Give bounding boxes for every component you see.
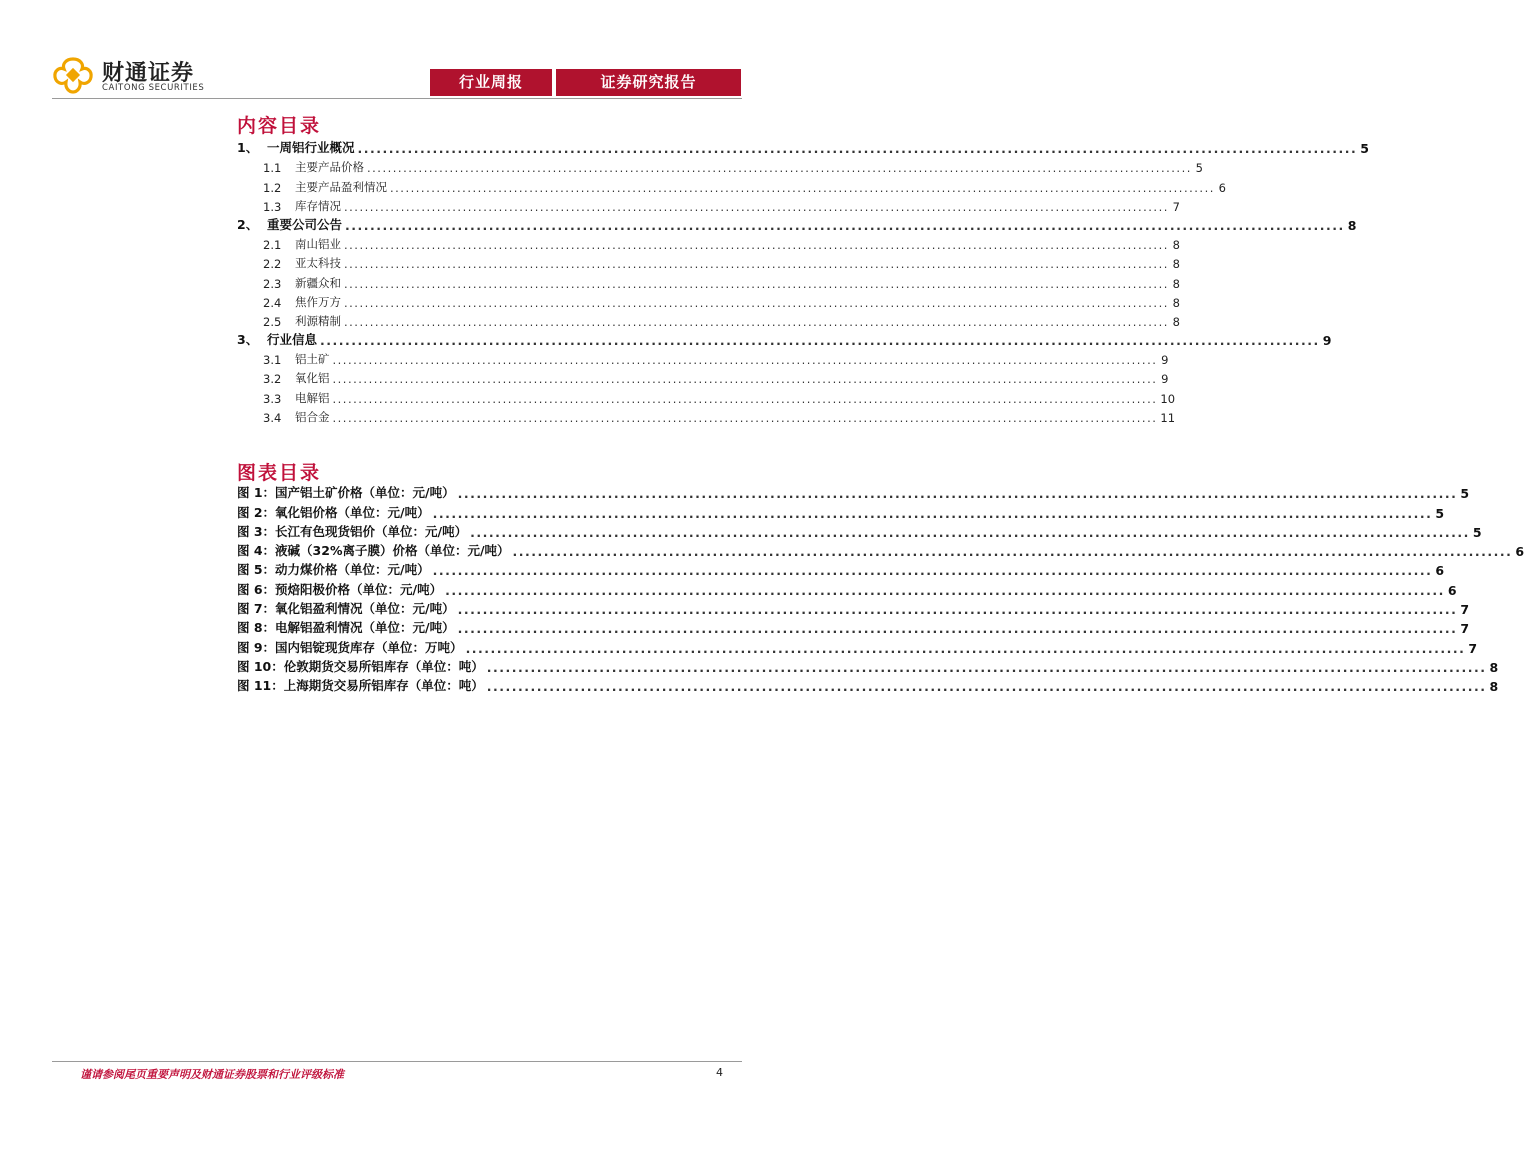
toc-entry-title: 亚太科技 [295,256,341,271]
toc-leader-dots: ................................................................................................................................................................ [344,199,1169,214]
contents-list [237,137,1369,425]
footer-divider [52,1061,742,1062]
toc-entry[interactable] [237,195,1180,214]
toc-entry-page: 9 [1322,333,1332,349]
toc-leader-dots: ................................................................................................................................................................ [320,333,1320,349]
toc-entry-page: 8 [1172,238,1180,253]
toc-entry-page: 6 [1218,180,1226,195]
toc-entry-title: 行业信息 [267,332,318,348]
figures-list [237,482,1524,695]
toc-entry[interactable] [237,291,1180,310]
figure-entry[interactable] [237,501,1445,521]
figure-entry-page: 7 [1460,621,1470,637]
toc-entry-number: 3.1 [263,353,282,368]
toc-entry-number: 2.2 [263,257,282,272]
toc-entry-page: 8 [1172,276,1180,291]
toc-entry-title: 库存情况 [295,198,341,213]
toc-entry-page: 10 [1160,391,1176,406]
toc-entry[interactable] [237,348,1169,368]
toc-entry-number: 1.2 [263,180,282,195]
figure-entry-title: 图 6：预焙阳极价格（单位：元/吨） [237,581,443,597]
figure-entry[interactable] [237,598,1470,618]
figure-entry-page: 5 [1460,486,1470,502]
figure-leader-dots: ................................................................................................................................................................ [432,505,1433,521]
toc-entry-page: 5 [1195,161,1203,176]
toc-entry-number: 3、 [237,332,259,348]
toc-entry-page: 8 [1172,257,1180,272]
figure-entry-title: 图 11：上海期货交易所铝库存（单位：吨） [237,678,484,694]
page-number: 4 [716,1066,723,1079]
figure-entry[interactable] [237,521,1482,540]
toc-entry-page: 11 [1160,410,1176,425]
toc-entry[interactable] [237,156,1203,176]
toc-entry-page: 8 [1172,295,1180,310]
toc-entry-page: 8 [1172,314,1180,329]
toc-entry-number: 2.3 [263,276,282,291]
toc-entry-title: 氧化铝 [295,371,330,386]
figure-entry-title: 图 1：国产铝土矿价格（单位：元/吨） [237,485,455,501]
toc-entry-number: 2.4 [263,295,282,310]
figure-entry-page: 8 [1489,659,1499,675]
figure-entry-page: 7 [1468,640,1478,656]
toc-entry[interactable] [237,271,1180,291]
figure-entry[interactable] [237,656,1499,675]
figure-leader-dots: ................................................................................................................................................................ [512,544,1513,560]
toc-entry-number: 2.5 [263,314,282,329]
toc-leader-dots: ................................................................................................................................................................ [344,238,1169,253]
figure-entry[interactable] [237,482,1470,502]
figure-entry[interactable] [237,540,1524,560]
figure-entry-title: 图 10：伦敦期货交易所铝库存（单位：吨） [237,658,484,674]
figure-leader-dots: ................................................................................................................................................................ [486,659,1487,675]
figure-entry[interactable] [237,636,1478,656]
figure-entry-page: 6 [1435,563,1445,579]
toc-entry-title: 焦作万方 [295,294,341,309]
figure-entry-page: 5 [1435,505,1445,521]
logo-english-name: CAITONG SECURITIES [102,83,205,93]
toc-entry-title: 利源精制 [295,313,341,328]
toc-leader-dots: ................................................................................................................................................................ [332,410,1158,425]
contents-title: 内容目录 [237,115,322,137]
figure-entry[interactable] [237,578,1457,598]
toc-entry[interactable] [237,310,1180,329]
figure-leader-dots: ................................................................................................................................................................ [470,524,1470,540]
toc-entry-page: 9 [1161,372,1169,387]
weekly-report-tag: 行业周报 [430,69,552,96]
toc-entry-title: 主要产品盈利情况 [295,179,387,194]
figure-entry-title: 图 7：氧化铝盈利情况（单位：元/吨） [237,601,455,617]
toc-entry-title: 铝合金 [295,409,330,424]
toc-leader-dots: ................................................................................................................................................................ [345,217,1345,233]
toc-entry[interactable] [237,252,1180,272]
figure-leader-dots: ................................................................................................................................................................ [457,602,1458,618]
company-logo [52,56,212,96]
figure-entry-page: 8 [1489,679,1499,695]
figure-entry-title: 图 8：电解铝盈利情况（单位：元/吨） [237,620,455,636]
toc-entry-number: 2.1 [263,238,282,253]
research-report-tag: 证券研究报告 [556,69,741,96]
figure-leader-dots: ................................................................................................................................................................ [432,563,1433,579]
toc-entry-number: 3.2 [263,372,282,387]
toc-leader-dots: ................................................................................................................................................................ [344,276,1169,291]
figure-entry-title: 图 4：液碱（32%离子膜）价格（单位：元/吨） [237,543,510,559]
figure-leader-dots: ................................................................................................................................................................ [457,486,1458,502]
toc-entry-title: 新疆众和 [295,275,341,290]
toc-entry-number: 2、 [237,216,259,232]
toc-leader-dots: ................................................................................................................................................................ [390,180,1215,195]
toc-entry-number: 1.3 [263,199,282,214]
logo-chinese-name: 财通证券 [102,61,195,86]
toc-leader-dots: ................................................................................................................................................................ [332,353,1158,368]
figure-leader-dots: ................................................................................................................................................................ [445,582,1445,598]
figure-entry-title: 图 3：长江有色现货铝价（单位：元/吨） [237,523,468,539]
footer-disclaimer[interactable]: 谨请参阅尾页重要声明及财通证券股票和行业评级标准 [80,1068,344,1081]
toc-entry[interactable] [237,137,1369,157]
toc-entry-title: 重要公司公告 [267,216,343,232]
toc-entry-title: 铝土矿 [295,352,330,367]
caitong-logo-icon [52,56,94,94]
toc-leader-dots: ................................................................................................................................................................ [357,141,1358,157]
toc-entry-number: 3.3 [263,391,282,406]
figure-leader-dots: ................................................................................................................................................................ [486,679,1487,695]
figure-entry-title: 图 9：国内铝锭现货库存（单位：万吨） [237,639,463,655]
figures-title: 图表目录 [237,462,322,484]
toc-entry[interactable] [237,329,1332,349]
toc-entry-page: 8 [1347,217,1357,233]
figure-leader-dots: ................................................................................................................................................................ [465,640,1466,656]
figure-entry[interactable] [237,675,1499,695]
toc-leader-dots: ................................................................................................................................................................ [332,372,1158,387]
toc-leader-dots: ................................................................................................................................................................ [367,161,1192,176]
toc-entry-page: 5 [1360,141,1369,157]
toc-leader-dots: ................................................................................................................................................................ [332,391,1158,406]
toc-entry-title: 电解铝 [295,390,330,405]
toc-entry[interactable] [237,214,1357,233]
toc-entry[interactable] [237,386,1176,406]
figure-entry[interactable] [237,617,1470,637]
toc-entry[interactable] [237,367,1169,387]
toc-leader-dots: ................................................................................................................................................................ [344,314,1169,329]
figure-entry-page: 6 [1515,544,1524,560]
toc-entry[interactable] [237,175,1226,195]
toc-entry[interactable] [237,233,1180,253]
toc-entry-number: 1.1 [263,161,282,176]
figure-entry-page: 7 [1460,602,1470,618]
toc-entry-page: 9 [1161,353,1169,368]
figure-entry-page: 6 [1447,582,1457,598]
toc-entry-title: 南山铝业 [295,237,341,252]
toc-leader-dots: ................................................................................................................................................................ [344,257,1169,272]
figure-entry-title: 图 5：动力煤价格（单位：元/吨） [237,562,430,578]
toc-entry-title: 一周铝行业概况 [267,140,355,156]
header-divider [52,98,742,99]
toc-entry-title: 主要产品价格 [295,160,364,175]
toc-entry-page: 7 [1172,199,1180,214]
page-header [0,0,827,100]
toc-entry-number: 1、 [237,140,259,156]
toc-leader-dots: ................................................................................................................................................................ [344,295,1169,310]
figure-entry-page: 5 [1472,524,1482,540]
toc-entry-number: 3.4 [263,410,282,425]
toc-entry[interactable] [237,406,1176,425]
figure-entry[interactable] [237,559,1445,579]
figure-leader-dots: ................................................................................................................................................................ [457,621,1458,637]
figure-entry-title: 图 2：氧化铝价格（单位：元/吨） [237,504,430,520]
